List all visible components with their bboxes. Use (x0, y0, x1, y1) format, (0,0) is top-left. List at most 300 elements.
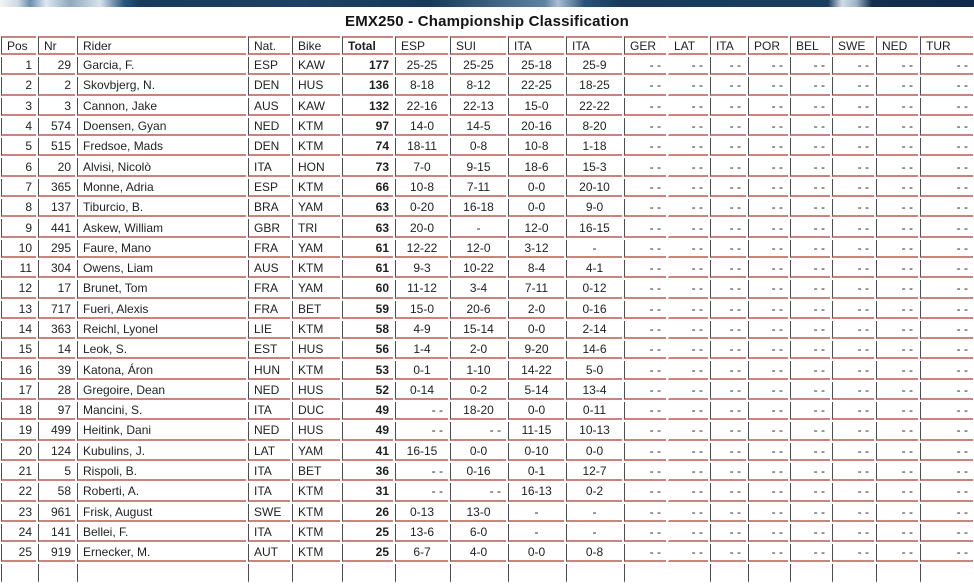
cell-r8: - - (748, 138, 788, 156)
cell-r2: 0-16 (450, 463, 506, 481)
cell-total: 56 (342, 341, 393, 359)
page-title: EMX250 - Championship Classification (345, 13, 629, 30)
cell-r7: - - (710, 118, 746, 136)
table-row (1, 118, 973, 136)
cell-r11: - - (876, 382, 918, 400)
cell-r11: - - (876, 504, 918, 522)
cell-r9: - - (790, 118, 830, 136)
cell-rider: Ernecker, M. (77, 544, 246, 562)
cell-r8: - - (748, 260, 788, 278)
table-row (1, 443, 973, 461)
cell-r5: - - (624, 240, 666, 258)
cell-r2: 3-4 (450, 280, 506, 298)
cell-nat: DEN (248, 77, 290, 95)
cell-r2: 18-20 (450, 402, 506, 420)
cell-r9: - - (790, 422, 830, 440)
cell-r8: - - (748, 57, 788, 75)
cell-r11: - - (876, 443, 918, 461)
cell-total: 63 (342, 199, 393, 217)
cell-nr: 499 (38, 422, 75, 440)
cell-r3: 12-0 (508, 219, 564, 237)
cell-r4: 9-0 (566, 199, 622, 217)
cell-nat: DEN (248, 138, 290, 156)
cell-nat: ITA (248, 524, 290, 542)
cell-r2: 25-25 (450, 57, 506, 75)
cell-nat: AUS (248, 98, 290, 116)
cell-r8: - - (748, 382, 788, 400)
cell-r7: - - (710, 341, 746, 359)
cell-r8: - - (748, 158, 788, 176)
cell-r8 (748, 564, 788, 582)
cell-r12: - - (920, 77, 973, 95)
cell-r10: - - (832, 301, 874, 319)
cell-r11: - - (876, 98, 918, 116)
table-row (1, 138, 973, 156)
cell-total: 53 (342, 361, 393, 379)
cell-r7 (710, 564, 746, 582)
cell-r6: - - (668, 158, 708, 176)
cell-bike: KAW (292, 57, 340, 75)
cell-bike: HUS (292, 422, 340, 440)
cell-r3: 18-6 (508, 158, 564, 176)
cell-r1: 1-4 (395, 341, 448, 359)
cell-r5: - - (624, 443, 666, 461)
table-row (1, 260, 973, 278)
table-row (1, 57, 973, 75)
cell-r3: 0-0 (508, 179, 564, 197)
cell-r1: 16-15 (395, 443, 448, 461)
cell-rider: Rispoli, B. (77, 463, 246, 481)
cell-total: 61 (342, 260, 393, 278)
cell-nr: 28 (38, 382, 75, 400)
cell-r10: - - (832, 260, 874, 278)
column-header-total: Total (342, 36, 393, 55)
cell-r12: - - (920, 260, 973, 278)
cell-nr: 441 (38, 219, 75, 237)
cell-r12: - - (920, 544, 973, 562)
cell-nr: 39 (38, 361, 75, 379)
cell-r3: 16-13 (508, 483, 564, 501)
cell-r10: - - (832, 382, 874, 400)
cell-r2 (450, 564, 506, 582)
cell-rider: Skovbjerg, N. (77, 77, 246, 95)
cell-total: 132 (342, 98, 393, 116)
cell-r2: 7-11 (450, 179, 506, 197)
cell-rider: Brunet, Tom (77, 280, 246, 298)
cell-rider: Katona, Áron (77, 361, 246, 379)
cell-r2: 14-5 (450, 118, 506, 136)
cell-r12: - - (920, 158, 973, 176)
cell-total: 74 (342, 138, 393, 156)
cell-r10: - - (832, 118, 874, 136)
cell-r11: - - (876, 341, 918, 359)
cell-nat: ESP (248, 57, 290, 75)
column-header-r6: LAT (668, 36, 708, 55)
cell-r10: - - (832, 341, 874, 359)
cell-r12: - - (920, 382, 973, 400)
cell-bike (292, 564, 340, 582)
column-header-nat: Nat. (248, 36, 290, 55)
cell-r9: - - (790, 219, 830, 237)
cell-total: 59 (342, 301, 393, 319)
cell-r4: 0-11 (566, 402, 622, 420)
cell-r1: - - (395, 483, 448, 501)
cell-r6: - - (668, 179, 708, 197)
cell-bike: KTM (292, 504, 340, 522)
cell-r8: - - (748, 219, 788, 237)
cell-r10: - - (832, 463, 874, 481)
cell-total: 58 (342, 321, 393, 339)
table-row (1, 219, 973, 237)
header-row (1, 36, 973, 55)
cell-total: 49 (342, 402, 393, 420)
cell-nr: 515 (38, 138, 75, 156)
cell-r4: 18-25 (566, 77, 622, 95)
cell-total: 52 (342, 382, 393, 400)
table-row (1, 179, 973, 197)
table-row-partial (1, 564, 973, 582)
cell-r11: - - (876, 219, 918, 237)
cell-bike: KTM (292, 361, 340, 379)
cell-r5: - - (624, 361, 666, 379)
cell-nat: AUT (248, 544, 290, 562)
cell-r2: - - (450, 483, 506, 501)
cell-r3: 15-0 (508, 98, 564, 116)
column-header-r3: ITA (508, 36, 564, 55)
table-row (1, 524, 973, 542)
table-row (1, 483, 973, 501)
cell-r6: - - (668, 463, 708, 481)
cell-pos: 2 (1, 77, 36, 95)
cell-r10: - - (832, 240, 874, 258)
cell-nr: 58 (38, 483, 75, 501)
cell-r1: 25-25 (395, 57, 448, 75)
cell-r12: - - (920, 402, 973, 420)
cell-r7: - - (710, 138, 746, 156)
cell-r1: 18-11 (395, 138, 448, 156)
cell-r1: 11-12 (395, 280, 448, 298)
cell-rider: Alvisi, Nicolò (77, 158, 246, 176)
cell-r6: - - (668, 260, 708, 278)
cell-r8: - - (748, 361, 788, 379)
cell-r6: - - (668, 57, 708, 75)
cell-r8: - - (748, 77, 788, 95)
cell-pos: 18 (1, 402, 36, 420)
cell-r1: - - (395, 422, 448, 440)
cell-r1: 13-6 (395, 524, 448, 542)
cell-r1: 20-0 (395, 219, 448, 237)
cell-r9: - - (790, 98, 830, 116)
cell-r4: 25-9 (566, 57, 622, 75)
cell-r11: - - (876, 463, 918, 481)
table-row (1, 240, 973, 258)
cell-nr: 295 (38, 240, 75, 258)
cell-nat: SWE (248, 504, 290, 522)
cell-r10: - - (832, 219, 874, 237)
cell-r1: 0-13 (395, 504, 448, 522)
cell-rider: Cannon, Jake (77, 98, 246, 116)
cell-r6: - - (668, 341, 708, 359)
cell-r9: - - (790, 138, 830, 156)
cell-r8: - - (748, 321, 788, 339)
cell-r4: 10-13 (566, 422, 622, 440)
cell-r11: - - (876, 321, 918, 339)
cell-r9 (790, 564, 830, 582)
cell-r9: - - (790, 260, 830, 278)
cell-r6: - - (668, 483, 708, 501)
cell-r10: - - (832, 443, 874, 461)
cell-r9: - - (790, 240, 830, 258)
cell-total: 73 (342, 158, 393, 176)
cell-nr: 17 (38, 280, 75, 298)
cell-r12: - - (920, 361, 973, 379)
cell-bike: HUS (292, 382, 340, 400)
cell-nat: FRA (248, 301, 290, 319)
cell-bike: KAW (292, 98, 340, 116)
cell-pos: 10 (1, 240, 36, 258)
cell-r9: - - (790, 504, 830, 522)
table-row (1, 321, 973, 339)
cell-r4: 0-16 (566, 301, 622, 319)
cell-pos: 11 (1, 260, 36, 278)
cell-nr: 124 (38, 443, 75, 461)
cell-r12: - - (920, 199, 973, 217)
cell-r9: - - (790, 382, 830, 400)
table-row (1, 382, 973, 400)
cell-r1: 4-9 (395, 321, 448, 339)
cell-nat: LIE (248, 321, 290, 339)
cell-r10 (832, 564, 874, 582)
cell-pos: 19 (1, 422, 36, 440)
column-header-rider: Rider (77, 36, 246, 55)
cell-r12: - - (920, 443, 973, 461)
table-row (1, 77, 973, 95)
cell-r6: - - (668, 240, 708, 258)
cell-r6: - - (668, 199, 708, 217)
cell-r11: - - (876, 240, 918, 258)
cell-rider: Kubulins, J. (77, 443, 246, 461)
cell-r5: - - (624, 158, 666, 176)
cell-r2: 20-6 (450, 301, 506, 319)
cell-r4: 16-15 (566, 219, 622, 237)
cell-r4: 12-7 (566, 463, 622, 481)
cell-rider: Owens, Liam (77, 260, 246, 278)
cell-r10: - - (832, 138, 874, 156)
cell-pos: 1 (1, 57, 36, 75)
cell-r2: 4-0 (450, 544, 506, 562)
cell-r4: 20-10 (566, 179, 622, 197)
cell-r1: 6-7 (395, 544, 448, 562)
cell-nat: AUS (248, 260, 290, 278)
cell-r10: - - (832, 158, 874, 176)
cell-r3: - (508, 504, 564, 522)
cell-r4: 14-6 (566, 341, 622, 359)
cell-r4: 13-4 (566, 382, 622, 400)
cell-bike: BET (292, 463, 340, 481)
cell-r12: - - (920, 463, 973, 481)
cell-r8: - - (748, 240, 788, 258)
cell-r2: 22-13 (450, 98, 506, 116)
cell-r7: - - (710, 382, 746, 400)
cell-rider: Fredsoe, Mads (77, 138, 246, 156)
cell-r9: - - (790, 483, 830, 501)
cell-nat: ESP (248, 179, 290, 197)
cell-r11: - - (876, 301, 918, 319)
cell-r1: 9-3 (395, 260, 448, 278)
cell-r9: - - (790, 158, 830, 176)
cell-pos: 4 (1, 118, 36, 136)
cell-r3: 8-4 (508, 260, 564, 278)
cell-r7: - - (710, 422, 746, 440)
cell-r5: - - (624, 138, 666, 156)
cell-r3: 25-18 (508, 57, 564, 75)
cell-r4: 0-0 (566, 443, 622, 461)
cell-bike: KTM (292, 118, 340, 136)
cell-r10: - - (832, 280, 874, 298)
cell-r8: - - (748, 280, 788, 298)
cell-total: 61 (342, 240, 393, 258)
cell-r10: - - (832, 524, 874, 542)
cell-r12: - - (920, 98, 973, 116)
cell-rider (77, 564, 246, 582)
cell-total: 97 (342, 118, 393, 136)
cell-nat: ITA (248, 158, 290, 176)
cell-pos: 23 (1, 504, 36, 522)
cell-r12: - - (920, 118, 973, 136)
cell-r4: 22-22 (566, 98, 622, 116)
cell-r8: - - (748, 524, 788, 542)
cell-r5: - - (624, 504, 666, 522)
cell-total: 41 (342, 443, 393, 461)
cell-nr: 137 (38, 199, 75, 217)
cell-r7: - - (710, 98, 746, 116)
cell-r3: 9-20 (508, 341, 564, 359)
cell-nat: EST (248, 341, 290, 359)
cell-nat: NED (248, 118, 290, 136)
cell-pos: 9 (1, 219, 36, 237)
cell-r3: 11-15 (508, 422, 564, 440)
cell-r12: - - (920, 483, 973, 501)
cell-r5: - - (624, 118, 666, 136)
cell-r2: 1-10 (450, 361, 506, 379)
cell-r6: - - (668, 280, 708, 298)
cell-r1: 0-1 (395, 361, 448, 379)
cell-r8: - - (748, 118, 788, 136)
cell-r11: - - (876, 524, 918, 542)
cell-r5: - - (624, 280, 666, 298)
cell-r2: - (450, 219, 506, 237)
column-header-r7: ITA (710, 36, 746, 55)
table-row (1, 463, 973, 481)
cell-r4: 2-14 (566, 321, 622, 339)
cell-r12: - - (920, 57, 973, 75)
cell-r5: - - (624, 98, 666, 116)
cell-r5: - - (624, 382, 666, 400)
cell-r6: - - (668, 361, 708, 379)
cell-total: 26 (342, 504, 393, 522)
cell-r9: - - (790, 463, 830, 481)
cell-pos: 20 (1, 443, 36, 461)
cell-r10: - - (832, 361, 874, 379)
cell-r3: 0-0 (508, 321, 564, 339)
column-header-r1: ESP (395, 36, 448, 55)
cell-bike: KTM (292, 483, 340, 501)
cell-r6: - - (668, 98, 708, 116)
cell-r4: - (566, 504, 622, 522)
cell-r3: 0-0 (508, 544, 564, 562)
cell-total: 25 (342, 544, 393, 562)
cell-r8: - - (748, 341, 788, 359)
cell-r7: - - (710, 463, 746, 481)
cell-r11: - - (876, 199, 918, 217)
cell-r9: - - (790, 321, 830, 339)
cell-rider: Frisk, August (77, 504, 246, 522)
cell-r6: - - (668, 301, 708, 319)
cell-r6: - - (668, 402, 708, 420)
cell-r3: 3-12 (508, 240, 564, 258)
cell-r12: - - (920, 321, 973, 339)
cell-r11: - - (876, 280, 918, 298)
cell-r12: - - (920, 280, 973, 298)
cell-r9: - - (790, 199, 830, 217)
cell-bike: KTM (292, 524, 340, 542)
cell-r2: 6-0 (450, 524, 506, 542)
cell-r4: - (566, 240, 622, 258)
table-row (1, 361, 973, 379)
cell-nat: LAT (248, 443, 290, 461)
cell-rider: Fueri, Alexis (77, 301, 246, 319)
cell-r5: - - (624, 77, 666, 95)
cell-bike: HON (292, 158, 340, 176)
cell-nr: 14 (38, 341, 75, 359)
cell-r11: - - (876, 138, 918, 156)
cell-r10: - - (832, 57, 874, 75)
cell-bike: KTM (292, 260, 340, 278)
column-header-r10: SWE (832, 36, 874, 55)
cell-pos: 12 (1, 280, 36, 298)
cell-bike: YAM (292, 443, 340, 461)
cell-r2: 12-0 (450, 240, 506, 258)
cell-r6: - - (668, 443, 708, 461)
cell-total: 25 (342, 524, 393, 542)
cell-r3: 22-25 (508, 77, 564, 95)
cell-r7: - - (710, 524, 746, 542)
cell-nat: NED (248, 382, 290, 400)
column-header-bike: Bike (292, 36, 340, 55)
cell-total: 60 (342, 280, 393, 298)
cell-nat: FRA (248, 280, 290, 298)
cell-total: 31 (342, 483, 393, 501)
cell-r7: - - (710, 280, 746, 298)
cell-r5: - - (624, 321, 666, 339)
cell-pos: 7 (1, 179, 36, 197)
cell-r11: - - (876, 57, 918, 75)
cell-r3: 0-10 (508, 443, 564, 461)
cell-nr: 363 (38, 321, 75, 339)
cell-nr: 304 (38, 260, 75, 278)
cell-r3: 10-8 (508, 138, 564, 156)
cell-total: 63 (342, 219, 393, 237)
cell-total: 66 (342, 179, 393, 197)
cell-r9: - - (790, 301, 830, 319)
cell-r3: 0-0 (508, 199, 564, 217)
cell-nr: 365 (38, 179, 75, 197)
cell-nr: 97 (38, 402, 75, 420)
cell-bike: KTM (292, 321, 340, 339)
table-row (1, 422, 973, 440)
column-header-r11: NED (876, 36, 918, 55)
cell-nr: 717 (38, 301, 75, 319)
